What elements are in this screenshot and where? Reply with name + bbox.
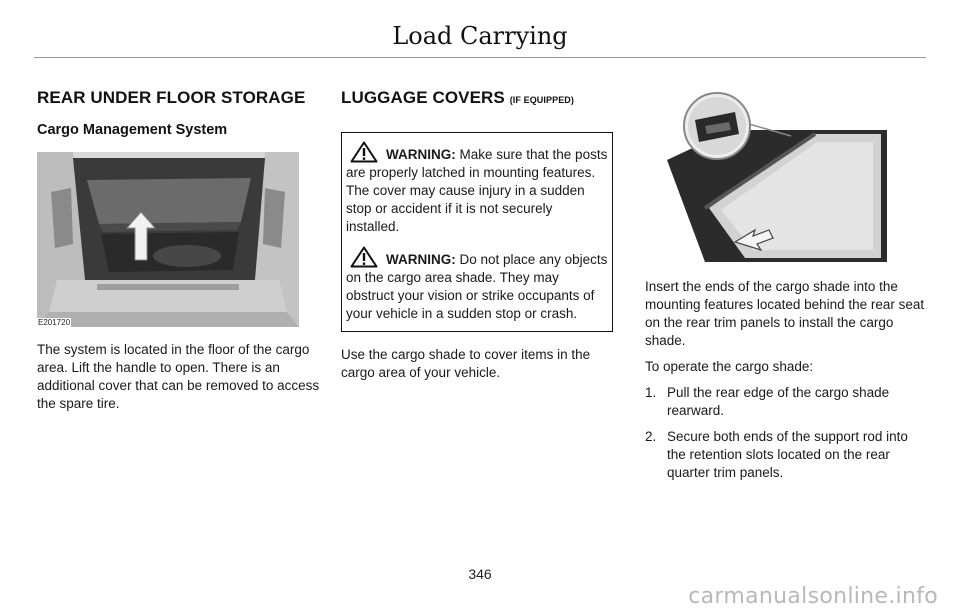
list-item <box>645 428 928 482</box>
warning-triangle-icon <box>350 141 378 163</box>
steps-intro: To operate the cargo shade: <box>645 359 814 374</box>
cargo-shade-photo <box>665 90 889 262</box>
warning-2-label: WARNING: <box>386 252 456 267</box>
right-column <box>645 278 928 490</box>
right-paragraph: Insert the ends of the cargo shade into the mounting features located behind the rear seat on the rear trim panels to install the cargo shade. <box>645 279 925 348</box>
subsection-title-cargo-management: Cargo Management System <box>37 122 228 138</box>
page-header-title: Load Carrying <box>392 22 568 50</box>
figure-id-label: E201720 <box>38 318 71 327</box>
warning-triangle-icon <box>350 246 378 268</box>
warning-box <box>341 132 613 332</box>
warning-1-label: WARNING: <box>386 147 456 162</box>
section-title-luggage-covers: LUGGAGE COVERS (IF EQUIPPED) <box>341 88 575 107</box>
watermark-text: carmanualsonline.info <box>688 584 938 609</box>
step-number: 2. <box>645 429 657 444</box>
middle-column <box>341 86 624 382</box>
cargo-area-illustration <box>37 152 299 327</box>
cargo-area-photo <box>37 152 299 327</box>
page-number: 346 <box>468 566 492 582</box>
step-text: Secure both ends of the support rod into the retention slots located on the rear quarter trim panels. <box>667 429 908 480</box>
cargo-shade-illustration <box>665 90 889 262</box>
list-item <box>645 384 928 420</box>
left-column <box>37 86 320 413</box>
warning-2 <box>346 246 608 323</box>
warning-2-text: Do not place any objects on the cargo area shade. They may obstruct your vision or strike occupants of your vehicle in a sudden stop or crash. <box>346 252 608 321</box>
header-divider <box>34 57 926 58</box>
step-number: 1. <box>645 385 657 400</box>
step-text: Pull the rear edge of the cargo shade rearward. <box>667 385 890 418</box>
steps-list <box>645 384 928 482</box>
section-title-rear-under-floor-storage: REAR UNDER FLOOR STORAGE <box>37 88 306 107</box>
left-paragraph: The system is located in the floor of the cargo area. Lift the handle to open. There is an additional cover that can be removed to access the spare tire. <box>37 342 320 411</box>
warning-1-text: Make sure that the posts are properly latched in mounting features. The cover may cause injury in a sudden stop or accident if it is not securely installed. <box>346 147 608 234</box>
middle-paragraph: Use the cargo shade to cover items in the cargo area of your vehicle. <box>341 347 591 380</box>
warning-1 <box>346 141 608 236</box>
section-qualifier: (IF EQUIPPED) <box>509 95 575 105</box>
